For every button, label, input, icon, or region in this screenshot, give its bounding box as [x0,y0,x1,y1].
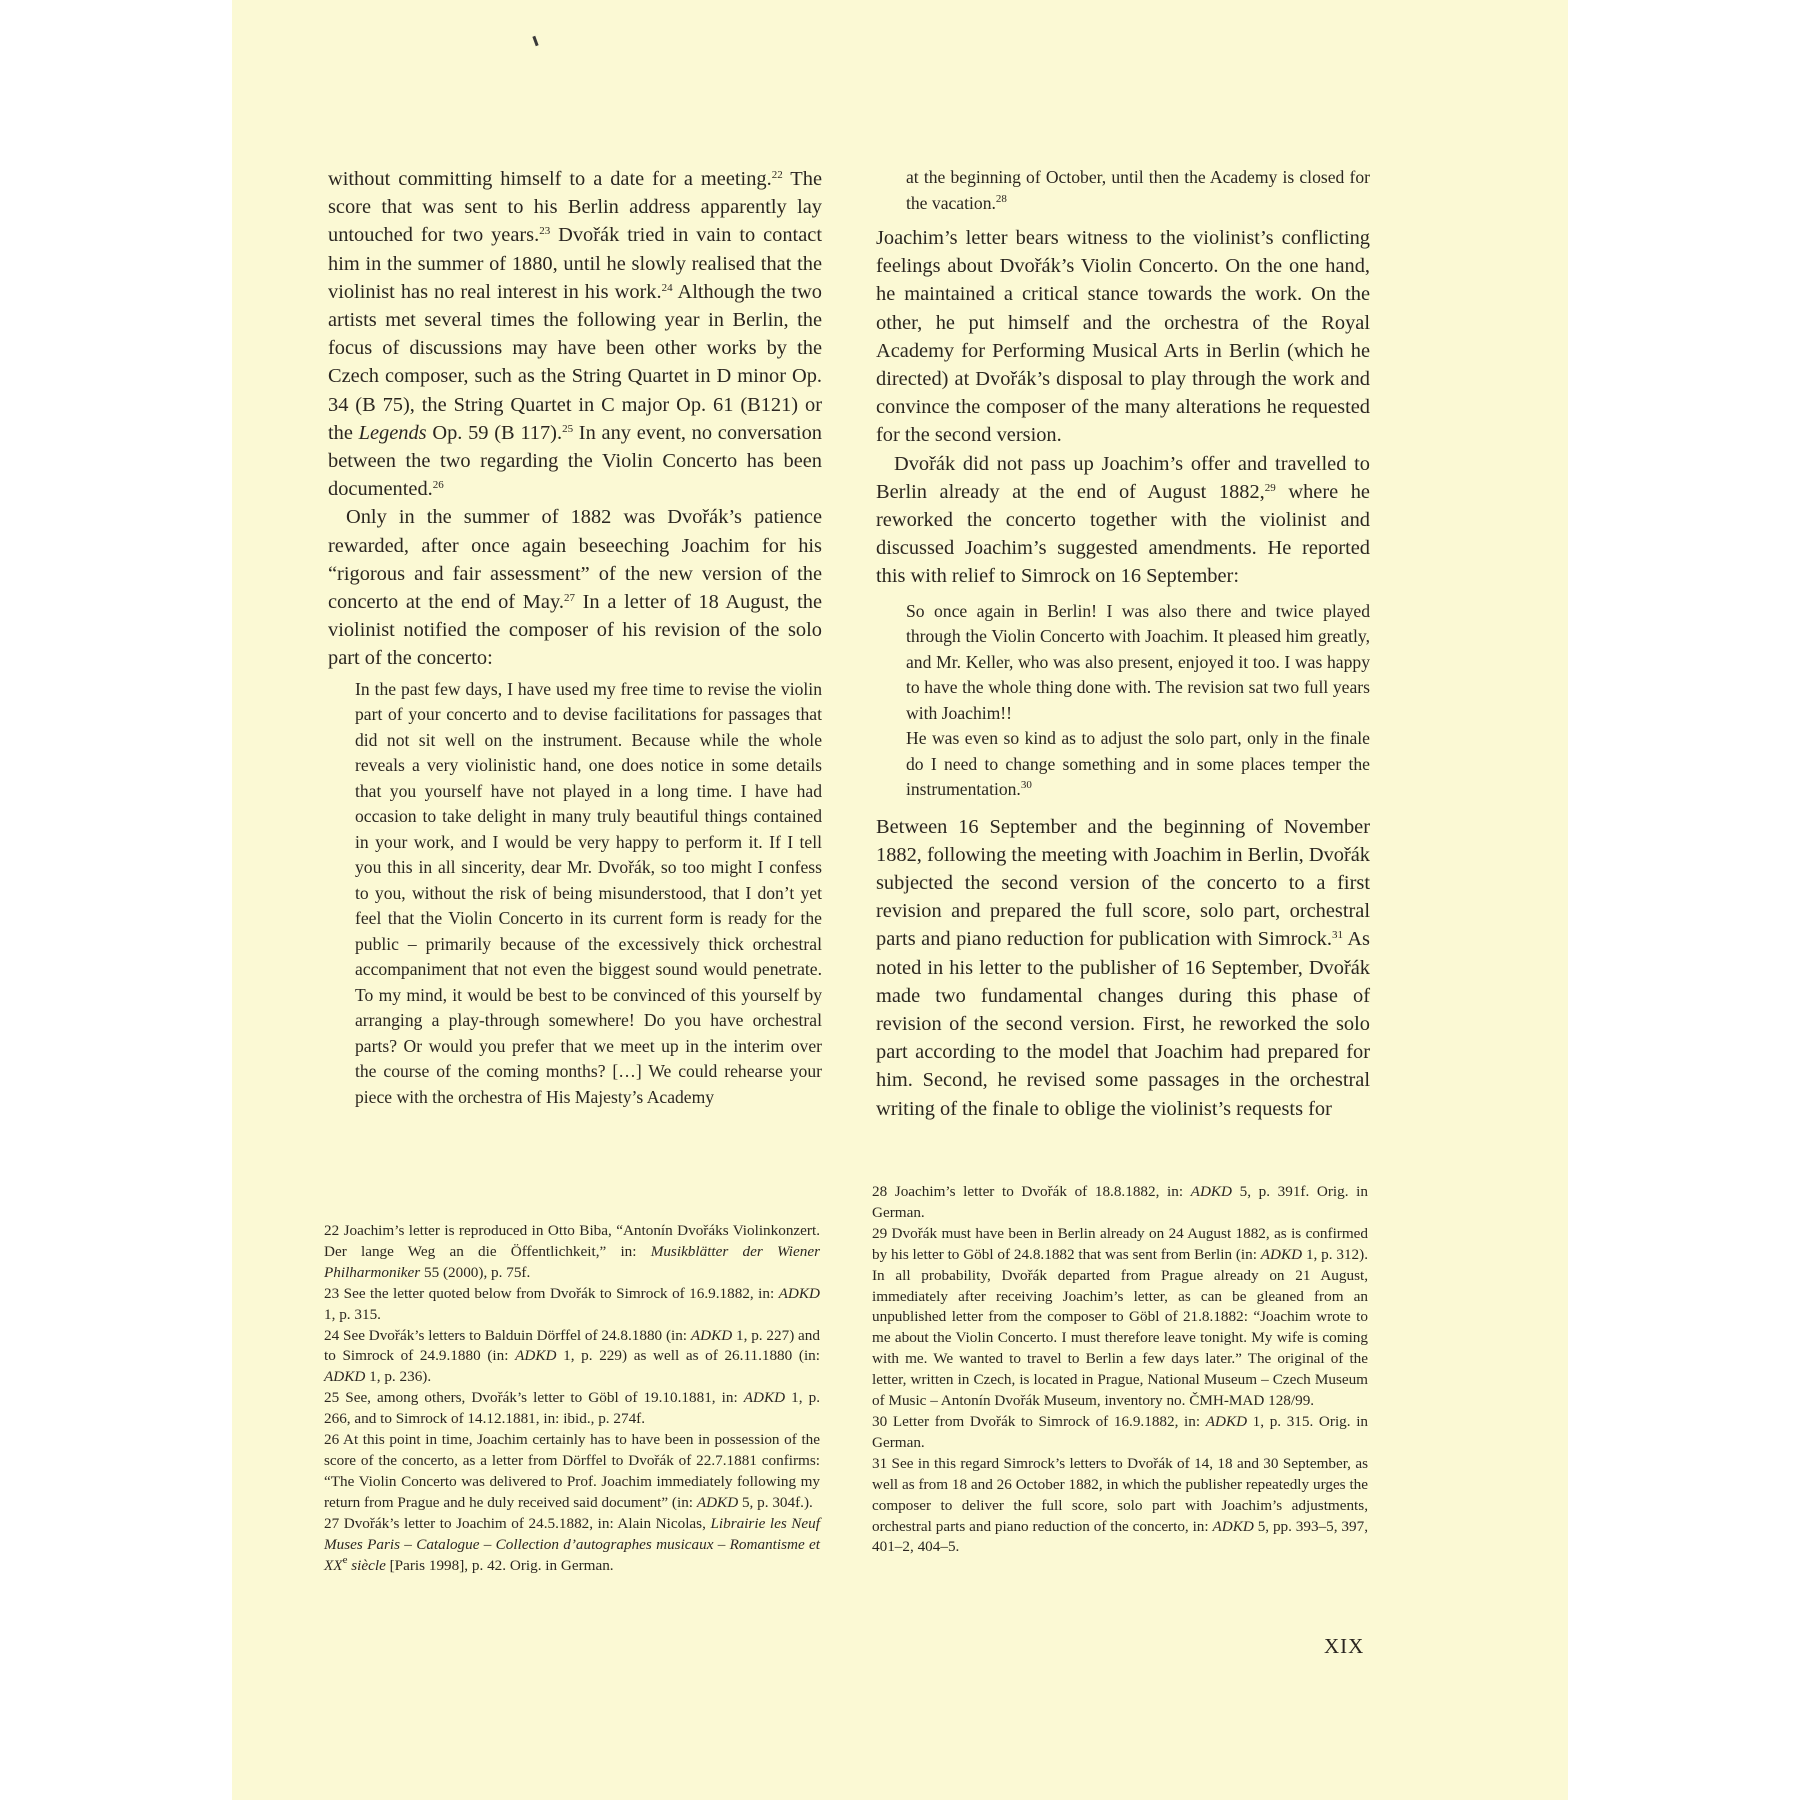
footnote-31: 31 See in this regard Simrock’s letters to Dvořák of 14, 18 and 30 September, as well as from 18 and 26 October 1882, in which the publisher repeatedly urges the composer to deliver the full score, solo part with Joachim’s adjustments, orchestral parts and piano reduction of the concerto, in: ADKD 5, pp. 393–5, 397, 401–2, 404–5. [872,1454,1368,1556]
left-column [328,165,822,1110]
paragraph-2: Only in the summer of 1882 was Dvořák’s patience rewarded, after once again beseeching Joachim for his “rigorous and fair assessment” of the new version of the concerto at the end of May.$^{27}$ In a letter of 18 August, the violinist notified the composer of his revision of the solo part of the concerto: [328,506,822,670]
footnote-30: 30 Letter from Dvořák to Simrock of 16.9.1882, in: ADKD 1, p. 315. Orig. in German. [872,1412,1369,1451]
page [232,0,1568,1800]
right-column [876,165,1370,1123]
footnote-25: 25 See, among others, Dvořák’s letter to Göbl of 19.10.1881, in: ADKD 1, p. 266, and to Simrock of 14.12.1881, in: ibid., p. 274f. [324,1389,820,1428]
footnotes-right [872,1182,1368,1558]
footnote-28: 28 Joachim’s letter to Dvořák of 18.8.1882, in: ADKD 5, p. 391f. Orig. in German. [872,1183,1368,1221]
footnote-27: 27 Dvořák’s letter to Joachim of 24.5.1882, in: Alain Nicolas, Librairie les Neuf Muses Paris – Catalogue – Collection d’autographes musicaux – Romantisme et XXe siècle [Paris 1998], p. 42. Orig. in German. [324,1514,820,1574]
footnote-23: 23 See the letter quoted below from Dvořák to Simrock of 16.9.1882, in: ADKD 1, p. 315. [324,1284,820,1323]
footnote-24: 24 See Dvořák’s letters to Balduin Dörffel of 24.8.1880 (in: ADKD 1, p. 227) and to Simrock of 24.9.1880 (in: ADKD 1, p. 229) as well as of 26.11.1880 (in: ADKD 1, p. 236). [324,1326,820,1386]
quote-dvorak-part-2: He was even so kind as to adjust the solo part, only in the finale do I need to change something and in some places temper the instrumentation.$^{30}$ [906,728,1370,800]
footnote-22: 22 Joachim’s letter is reproduced in Otto Biba, “Antonín Dvořáks Violinkonzert. Der lange Weg an die Öffentlichkeit,” in: Musikblätter der Wiener Philharmoniker 55 (2000), p. 75f. [324,1222,820,1281]
paragraph-3: Joachim’s letter bears witness to the violinist’s conflicting feelings about Dvořák’s Violin Concerto. On the one hand, he maintained a critical stance towards the work. On the other, he put himself and the orchestra of the Royal Academy for Performing Musical Arts in Berlin (which he directed) at Dvořák’s disposal to play through the work and convince the composer of the many alterations he requested for the second version. [876,227,1370,447]
block-quote-dvorak [906,599,1370,803]
page-number: XIX [1324,1634,1365,1658]
block-quote-continuation: at the beginning of October, until then the Academy is closed for the vacation.$^{28}$ [906,167,1370,213]
quote-dvorak-part-1: So once again in Berlin! I was also there and twice played through the Violin Concerto with Joachim. It pleased him greatly, and Mr. Keller, who was also present, enjoyed it too. I was happy to have the whole thing done with. The revision sat two full years with Joachim!! [906,600,1370,723]
paragraph-5: Between 16 September and the beginning of November 1882, following the meeting with Joachim in Berlin, Dvořák subjected the second version of the concerto to a first revision and prepared the full score, solo part, orchestral parts and piano reduction for publication with Simrock.$^{31}$ As noted in his letter to the publisher of 16 September, Dvořák made two fundamental changes during this phase of revision of the second version. First, he reworked the solo part according to the model that Joachim had prepared for him. Second, he revised some passages in the orchestral writing of the finale to oblige the violinist’s requests for [876,815,1370,1120]
footnote-26: 26 At this point in time, Joachim certainly has to have been in possession of the score of the concerto, as a letter from Dörffel to Dvořák of 22.7.1881 confirms: “The Violin Concerto was delivered to Prof. Joachim immediately following my return from Prague and he duly received said document” (in: ADKD 5, p. 304f.). [324,1431,820,1511]
paragraph-4: Dvořák did not pass up Joachim’s offer and travelled to Berlin already at the end of August 1882,29 where he reworked the concerto together with the violinist and discussed Joachim’s suggested amendments. He reported this with relief to Simrock on 16 September: [876,452,1370,588]
paragraph-1: without committing himself to a date for a meeting.$^{22}$ The score that was sent to his Berlin address apparently lay untouched for two years.$^{23}$ Dvořák tried in vain to contact him in the summer of 1880, until he slowly realised that the violinist has no real interest in his work.$^{24}$ Although the two artists met several times the following year in Berlin, the focus of discussions may have been other works by the Czech composer, such as the String Quartet in D minor Op. 34 (B 75), the String Quartet in C major Op. 61 (B121) or the Legends Op. 59 (B 117).$^{25}$ In any event, no conversation between the two regarding the Violin Concerto has been documented.$^{26}$ [328,168,823,501]
block-quote-joachim: In the past few days, I have used my free time to revise the violin part of your concerto and to devise facilitations for passages that did not sit well on the instrument. Because while the whole reveals a very violinistic hand, one does notice in some details that you yourself have not played in a long time. I have had occasion to take delight in many truly beautiful things contained in your work, and I would be very happy to perform it. If I tell you this in all sincerity, dear Mr. Dvořák, so too might I confess to you, without the risk of being misunderstood, that I don’t yet feel that the Violin Concerto in its current form is ready for the public – primarily because of the excessively thick orchestral accompaniment that not even the biggest sound would penetrate. To my mind, it would be best to be convinced of this yourself by arranging a play-through somewhere! Do you have orchestral parts? Or would you prefer that we meet up in the interim over the course of the coming months? […] We could rehearse your piece with the orchestra of His Majesty’s Academy [355,678,822,1107]
footnotes-left [324,1221,820,1576]
footnote-29: 29 Dvořák must have been in Berlin already on 24 August 1882, as is confirmed by his letter to Göbl of 24.8.1882 that was sent from Berlin (in: ADKD 1, p. 312). In all probability, Dvořák departed from Prague already on 21 August, immediately after receiving Joachim’s letter, as can be gleaned from an unpublished letter from the composer to Göbl of 21.8.1882: “Joachim wrote to me about the Violin Concerto. I must therefore leave tonight. My wife is coming with me. We wanted to travel to Berlin a few days later.” The original of the letter, written in Czech, is located in Prague, National Museum – Czech Museum of Music – Antonín Dvořák Museum, inventory no. ČMH-MAD 128/99. [872,1224,1368,1410]
scan-speck [532,36,538,46]
